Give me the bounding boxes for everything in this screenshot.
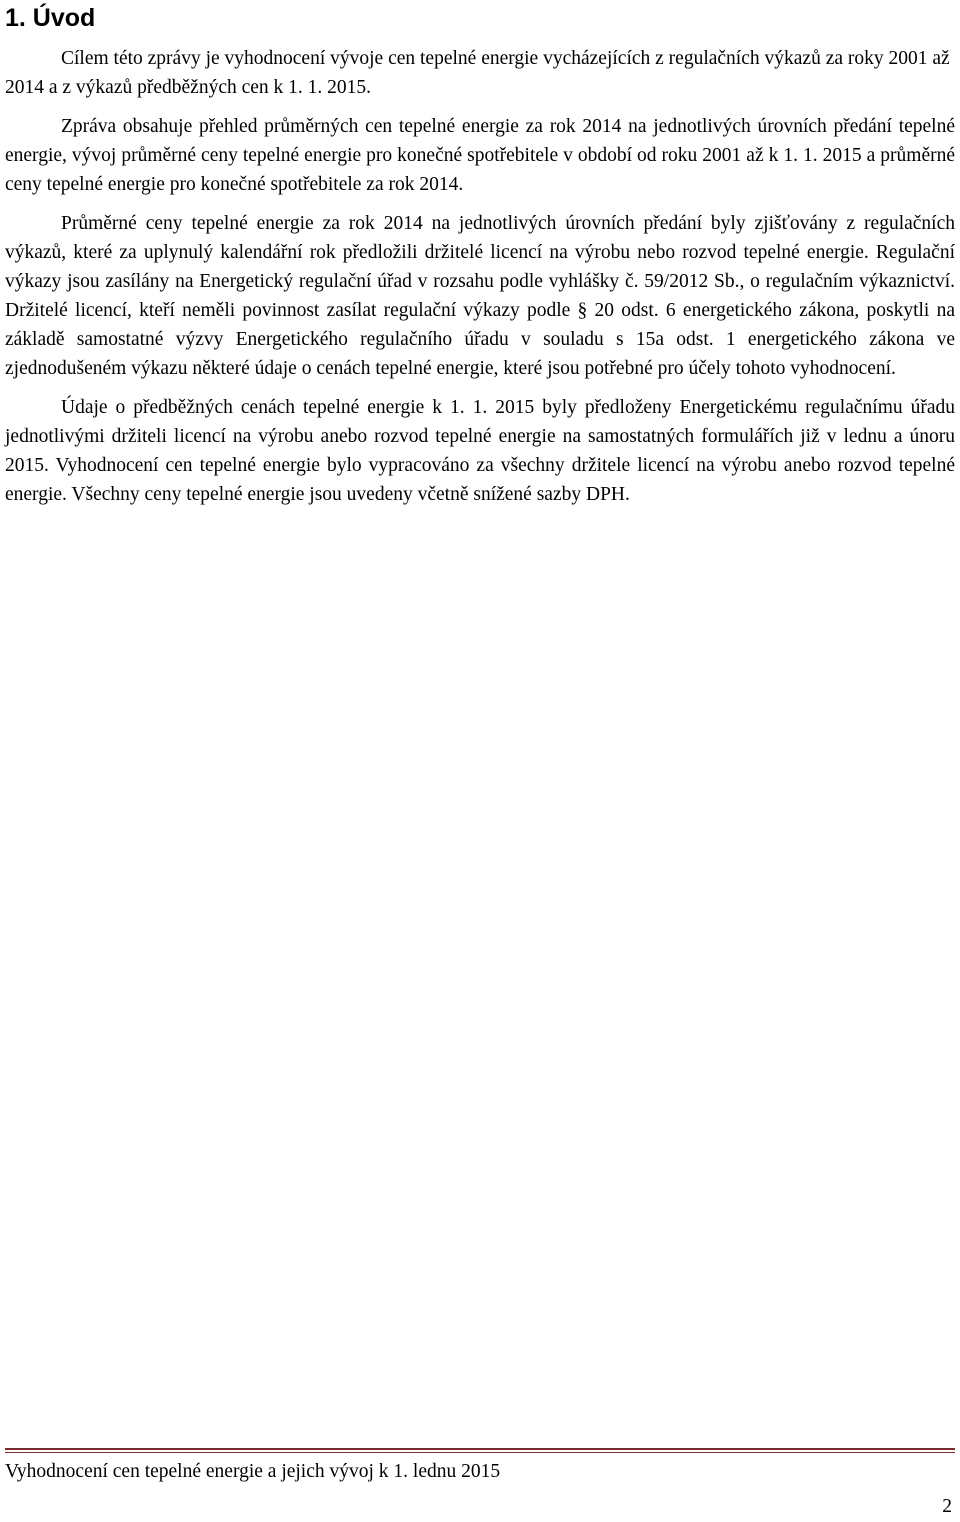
footer-rule <box>5 1448 955 1450</box>
section-body <box>5 44 955 519</box>
paragraph-preliminary-prices: Údaje o předběžných cenách tepelné energie k 1. 1. 2015 byly předloženy Energetickému regulačnímu úřadu jednotlivými držiteli licencí na výrobu anebo rozvod tepelné energie na samostatných formulářích již v lednu a únoru 2015. Vyhodnocení cen tepelné energie bylo vypracováno za všechny držitele licencí na výrobu anebo rozvod tepelné energie. Všechny ceny tepelné energie jsou uvedeny včetně snížené sazby DPH. <box>5 397 955 505</box>
section-heading: 1. Úvod <box>5 4 96 32</box>
paragraph-contents: Zpráva obsahuje přehled průměrných cen tepelné energie za rok 2014 na jednotlivých úrovních předání tepelné energie, vývoj průměrné ceny tepelné energie pro konečné spotřebitele v období od roku 2001 až k 1. 1. 2015 a průměrné ceny tepelné energie pro konečné spotřebitele za rok 2014. <box>5 116 955 195</box>
paragraph-methodology: Průměrné ceny tepelné energie za rok 2014 na jednotlivých úrovních předání byly zjišťovány z regulačních výkazů, které za uplynulý kalendářní rok předložili držitelé licencí na výrobu nebo rozvod tepelné energie. Regulační výkazy jsou zasílány na Energetický regulační úřad v rozsahu podle vyhlášky č. 59/2012 Sb., o regulačním výkaznictví. Držitelé licencí, kteří neměli povinnost zasílat regulační výkazy podle § 20 odst. 6 energetického zákona, poskytli na základě samostatné výzvy Energetického regulačního úřadu v souladu s 15a odst. 1 energetického zákona ve zjednodušeném výkazu některé údaje o cenách tepelné energie, které jsou potřebné pro účely tohoto vyhodnocení. <box>5 213 955 379</box>
footer-rule-thin <box>5 1452 955 1453</box>
page-number: 2 <box>942 1496 952 1517</box>
paragraph-purpose: Cílem této zprávy je vyhodnocení vývoje cen tepelné energie vycházejících z regulačních výkazů za roky 2001 až 2014 a z výkazů předběžných cen k 1. 1. 2015. <box>5 48 950 98</box>
footer-title: Vyhodnocení cen tepelné energie a jejich vývoj k 1. lednu 2015 <box>5 1461 501 1482</box>
